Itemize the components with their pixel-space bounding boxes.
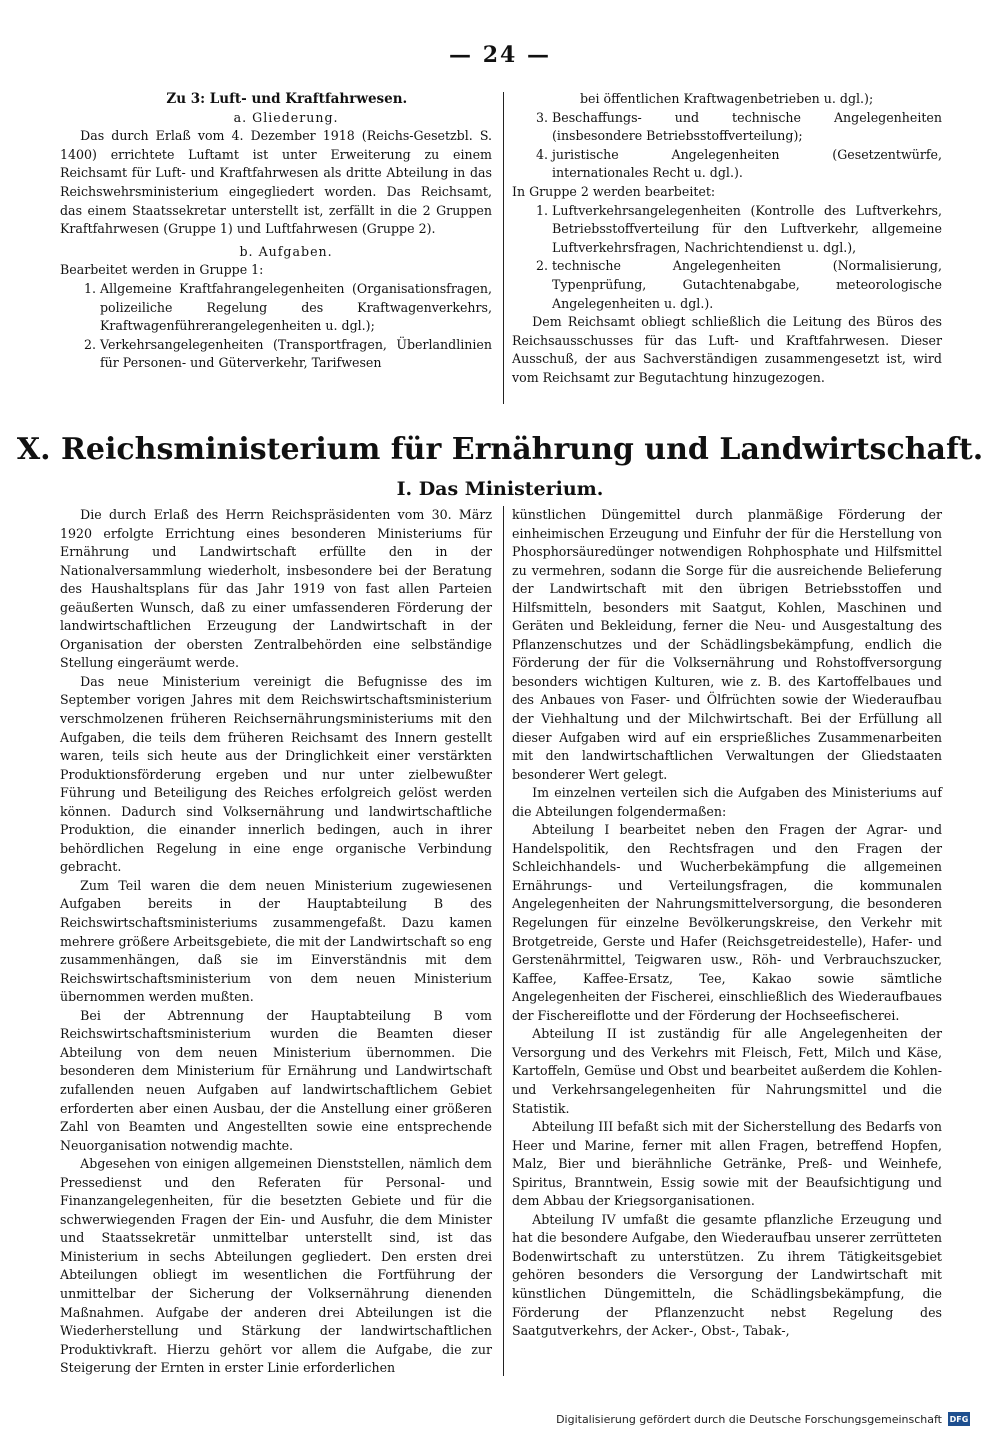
task-list-group2 — [512, 202, 942, 314]
list-item: 1. Allgemeine Kraftfahrangelegenheiten (Organisationsfragen, polizeiliche Regelung des Kraftwagenverkehrs, Kraftwagenführerangelegenheiten u. dgl.); — [100, 280, 492, 336]
task-list-group1 — [60, 280, 492, 373]
page-number: — 24 — — [449, 42, 551, 68]
main-right-column — [512, 506, 942, 1341]
footer-text: Digitalisierung gefördert durch die Deutsche Forschungsgemeinschaft — [556, 1412, 942, 1426]
list-item: 2. technische Angelegenheiten (Normalisierung, Typenprüfung, Gutachtenabgabe, meteorologische Angelegenheiten u. dgl.). — [552, 257, 942, 313]
paragraph: Abgesehen von einigen allgemeinen Dienststellen, nämlich dem Pressedienst und den Referaten für Personal- und Finanzangelegenheiten, für die besetzten Gebiete und für die schwerwiegenden Fragen der Ein- und Ausfuhr, die dem Minister und Staatssekretär unmittelbar unterstellt sind, ist das Ministerium in sechs Abteilungen gegliedert. Den ersten drei Abteilungen obliegt im wesentlichen die Fortführung der unmittelbar der Sicherung der Volksernährung dienenden Maßnahmen. Aufgabe der anderen drei Abteilungen ist die Wiederherstellung und Stärkung der landwirtschaftlichen Produktivkraft. Hierzu gehört vor allem die Aufgabe, die zur Steigerung der Ernten in erster Linie erforderlichen — [60, 1156, 492, 1376]
paragraph: Dem Reichsamt obliegt schließlich die Leitung des Büros des Reichsausschusses für das Luft- und Kraftfahrwesen. Dieser Ausschuß, der aus Sachverständigen zusammengesetzt ist, wird vom Reichsamt zur Begutachtung hinzugezogen. — [512, 314, 942, 385]
subheading-b: b. Aufgaben. — [239, 243, 333, 259]
section-heading: Zu 3: Luft- und Kraftfahrwesen. — [166, 91, 408, 107]
section-title: I. Das Ministerium. — [396, 478, 604, 500]
paragraph: Abteilung III befaßt sich mit der Sicherstellung des Bedarfs von Heer und Marine, ferner mit allen Fragen, betreffend Hopfen, Malz, Bier und bierähnliche Getränke, Preß- und Weinhefe, Spiritus, Branntwein, Essig sowie mit der Beaufsichtigung und dem Abbau der Kriegsorganisationen. — [512, 1119, 942, 1209]
paragraph: Die durch Erlaß des Herrn Reichspräsidenten vom 30. März 1920 erfolgte Errichtung eines besonderen Ministeriums für Ernährung und Landwirtschaft erfüllte den in der Nationalversammlung wiederholt, insbesondere bei der Beratung des Haushaltsplans für das Jahr 1919 von fast allen Parteien geäußerten Wunsch, daß zu einer umfassenderen Förderung der landwirtschaftlichen Erzeugung der Landwirtschaft in der Organisation der obersten Zentralbehörden eine selbständige Stellung eingeräumt werde. — [60, 507, 492, 671]
paragraph: Abteilung I bearbeitet neben den Fragen der Agrar- und Handelspolitik, den Rechtsfragen und den Fragen der Schleichhandels- und Wucherbekämpfung die allgemeinen Ernährungs- und Verteilungsfragen, die kommunalen Angelegenheiten der Nahrungsmittelversorgung, die besonderen Regelungen für einzelne Bevölkerungskreise, den Verkehr mit Brotgetreide, Gerste und Hafer (Reichsgetreidestelle), Hafer- und Gerstenährmittel, Teigwaren usw., Röh- und Verbrauchszucker, Kaffee, Kaffee-Ersatz, Tee, Kakao sowie sämtliche Angelegenheiten der Fischerei, einschließlich des Wiederaufbaues der Fischereiflotte und der Förderung der Hochseefischerei. — [512, 822, 942, 1023]
task-list-group1-cont — [512, 109, 942, 183]
list-item: 4. juristische Angelegenheiten (Gesetzentwürfe, internationales Recht u. dgl.). — [552, 146, 942, 183]
main-left-column — [60, 506, 492, 1378]
list-item: 3. Beschaffungs- und technische Angelegenheiten (insbesondere Betriebsstoffverteilung); — [552, 109, 942, 146]
list-intro: Bearbeitet werden in Gruppe 1: — [60, 262, 264, 278]
paragraph: Das neue Ministerium vereinigt die Befugnisse des im September vorigen Jahres mit dem Reichswirtschaftsministerium verschmolzenen früheren Reichsernährungsministeriums mit den Aufgaben, die teils dem früheren Reichsamt des Innern gestellt waren, teils sich heute aus der Dringlichkeit einer verstärkten Produktionsförderung ergeben und nur unter zielbewußter Führung und Beteiligung des Reiches erfolgreich gelöst werden können. Dadurch sind Volksernährung und landwirtschaftliche Produktion, die einander innerlich bedingen, auch in ihrer behördlichen Regelung in eine enge organische Verbindung gebracht. — [60, 673, 492, 875]
list-intro: In Gruppe 2 werden bearbeitet: — [512, 183, 716, 199]
list-item: 2. Verkehrsangelegenheiten (Transportfragen, Überlandlinien für Personen- und Güterverkehr, Tarifwesen — [100, 336, 492, 373]
continued-line: bei öffentlichen Kraftwagenbetrieben u. dgl.); — [580, 91, 874, 106]
paragraph: Das durch Erlaß vom 4. Dezember 1918 (Reichs-Gesetzbl. S. 1400) errichtete Luftamt ist unter Erweiterung zu einem Reichsamt für Luft- und Kraftfahrwesen als dritte Abteilung in das Reichswehrsministerium eingegliedert worden. Das Reichsamt, das einem Staatssekretar unterstellt ist, zerfällt in die 2 Gruppen Kraftfahrwesen (Gruppe 1) und Luftfahrwesen (Gruppe 2). — [60, 128, 492, 237]
top-left-column — [60, 90, 492, 373]
paragraph: Abteilung IV umfaßt die gesamte pflanzliche Erzeugung und hat die besondere Aufgabe, den Wiederaufbau unserer zerrütteten Bodenwirtschaft zu unterstützen. Zu ihrem Tätigkeitsgebiet gehören besonders die Versorgung der Landwirtschaft mit künstlichen Düngemitteln, die Schädlingsbekämpfung, die Förderung der Pflanzenzucht nebst Regelung des Saatgutverkehrs, der Acker-, Obst-, Tabak-, — [512, 1211, 942, 1339]
paragraph: Bei der Abtrennung der Hauptabteilung B vom Reichswirtschaftsministerium wurden die Beamten dieser Abteilung von dem neuen Ministerium übernommen. Die besonderen dem Ministerium für Ernährung und Landwirtschaft zufallenden neuen Aufgaben auf landwirtschaftlichem Gebiet erforderten aber einen Ausbau, der die Anstellung einer größeren Zahl von Beamten und Angestellten sowie eine entsprechende Neuorganisation notwendig machte. — [60, 1007, 492, 1153]
chapter-title: X. Reichsministerium für Ernährung und Landwirtschaft. — [16, 432, 984, 467]
top-right-column — [512, 90, 942, 388]
subheading-a: a. Gliederung. — [233, 109, 339, 125]
paragraph: künstlichen Düngemittel durch planmäßige Förderung der einheimischen Erzeugung und Einfuhr der für die Herstellung von Phosphorsäuredünger notwendigen Rohphosphate und Hilfsmittel zu vermehren, sodann die Sorge für die ausreichende Belieferung der Landwirtschaft mit den übrigen Betriebsstoffen und Hilfsmitteln, besonders mit Saatgut, Kohlen, Maschinen und Geräten und Bekleidung, ferner die Neu- und Ausgestaltung des Pflanzenschutzes und der Schädlingsbekämpfung, endlich die Förderung der für die Volksernährung und Rohstoffversorgung besonders wichtigen Kulturen, wie z. B. des Kartoffelbaues und des Anbaues von Faser- und Ölfrüchten sowie der Wiederaufbau der Viehhaltung und der Milchwirtschaft. Bei der Erfüllung all dieser Aufgaben wird auf ein ersprießliches Zusammenarbeiten mit den landwirtschaftlichen Verwaltungen der Gliedstaaten besonderer Wert gelegt. — [512, 507, 942, 782]
column-divider-top — [503, 92, 504, 404]
dfg-logo-icon: DFG — [948, 1412, 970, 1426]
footer-credit — [556, 1412, 970, 1426]
column-divider-main — [503, 506, 504, 1376]
paragraph: Zum Teil waren die dem neuen Ministerium zugewiesenen Aufgaben bereits in der Hauptabteilung B des Reichswirtschaftsministeriums zusammengefaßt. Dazu kamen mehrere größere Arbeitsgebiete, die mit der Landwirtschaft so eng zusammenhängen, daß sie im Einverständnis mit dem Reichswirtschaftsministerium von dem neuen Ministerium übernommen werden mußten. — [60, 877, 492, 1005]
paragraph: Abteilung II ist zuständig für alle Angelegenheiten der Versorgung und des Verkehrs mit Fleisch, Fett, Milch und Käse, Kartoffeln, Gemüse und Obst und bearbeitet außerdem die Kohlen- und Verkehrsangelegenheiten für Nahrungsmittel und die Statistik. — [512, 1026, 942, 1116]
list-item: 1. Luftverkehrsangelegenheiten (Kontrolle des Luftverkehrs, Betriebsstoffverteilung für den Luftverkehr, allgemeine Luftverkehrsfragen, Nachrichtendienst u. dgl.), — [552, 202, 942, 258]
paragraph: Im einzelnen verteilen sich die Aufgaben des Ministeriums auf die Abteilungen folgendermaßen: — [512, 785, 942, 819]
